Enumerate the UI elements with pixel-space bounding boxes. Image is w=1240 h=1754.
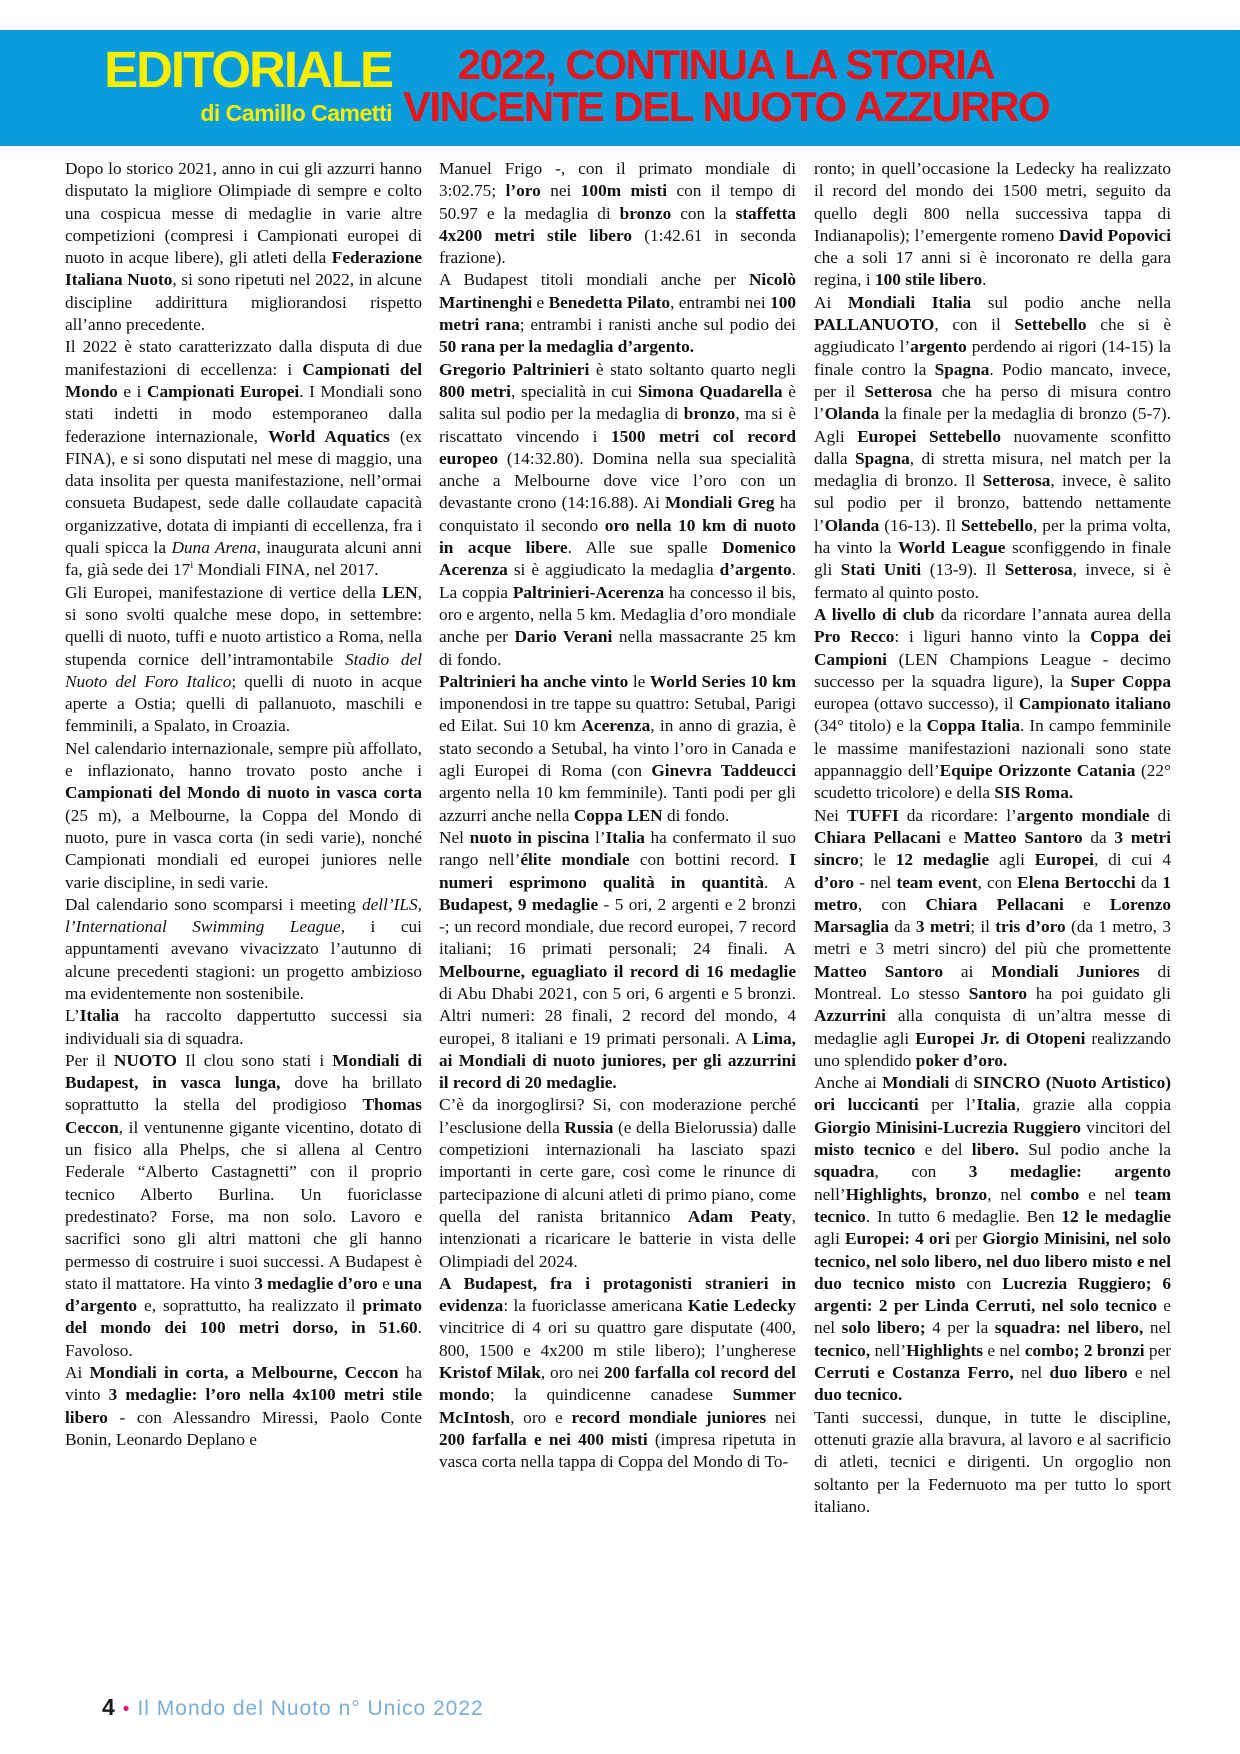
text-column-2 [439, 158, 796, 1674]
paragraph: A Budapest, fra i protagonisti stranieri in evidenza: la fuoriclasse americana Katie Ledecky vincitrice di 4 ori su quattro gare disputate (400, 800, 1500 e 4x200 m stile libero); l’ungherese Kristof Milak, oro nei 200 farfalla col record del mondo; la quindicenne canadese Summer McIntosh, oro e record mondiale juniores nei 200 farfalla e nei 400 misti (impresa ripetuta in vasca corta nella tappa di Coppa del Mondo di To- [439, 1273, 796, 1472]
paragraph: Manuel Frigo -, con il primato mondiale di 3:02.75; l’oro nei 100m misti con il tempo di 50.97 e la medaglia di bronzo con la staffetta 4x200 metri stile libero (1:42.61 in seconda frazione). [439, 159, 796, 268]
paragraph: Nel nuoto in piscina l’Italia ha confermato il suo rango nell’élite mondiale con bottini record. I numeri esprimono qualità in quantità. A Budapest, 9 medaglie - 5 ori, 2 argenti e 2 bronzi -; un record mondiale, due record europei, 7 record italiani; 16 primati personali; 24 finali. A Melbourne, eguagliato il record di 16 medaglie di Abu Dhabi 2021, con 5 ori, 6 argenti e 5 bronzi. Altri numeri: 28 finali, 2 record del mondo, 4 europei, 8 italiani e 19 primati personali. A Lima, ai Mondiali di nuoto juniores, per gli azzurrini il record di 20 medaglie. [439, 827, 796, 1093]
paragraph: A livello di club da ricordare l’annata aurea della Pro Recco: i liguri hanno vinto la Coppa dei Campioni (LEN Champions League - decimo successo per la squadra ligure), la Super Coppa europea (ottavo successo), il Campionato italiano (34° titolo) e la Coppa Italia. In campo femminile le massime manifestazioni nazionali sono state appannaggio dell’Equipe Orizzonte Catania (22° scudetto tricolore) e della SIS Roma. [814, 604, 1171, 803]
paragraph: A Budapest titoli mondiali anche per Nicolò Martinenghi e Benedetta Pilato, entrambi nei 100 metri rana; entrambi i ranisti anche sul podio dei 50 rana per la medaglia d’argento. [439, 270, 796, 357]
title-line-1: 2022, CONTINUA LA STORIA [457, 41, 995, 88]
paragraph: Tanti successi, dunque, in tutte le discipline, ottenuti grazie alla bravura, al lavoro e al sacrificio di atleti, tecnici e dirigenti. Un orgoglio non soltanto per la Federnuoto ma per tutto lo sport italiano. [814, 1407, 1171, 1516]
paragraph: C’è da inorgoglirsi? Si, con moderazione perché l’esclusione della Russia (e della Bielorussia) dalle competizioni internazionali ha lasciato spazi importanti in certe gare, così come le rinunce di partecipazione di alcuni atleti di primo piano, come quella del ranista britannico Adam Peaty, intenzionati a ricaricare le batterie in vista delle Olimpiadi del 2024. [439, 1095, 796, 1271]
page-number: 4 [102, 1694, 115, 1720]
paragraph: Gregorio Paltrinieri è stato soltanto quarto negli 800 metri, specialità in cui Simona Quadarella è salita sul podio per la medaglia di bronzo, ma si è riscattato vincendo i 1500 metri col record europeo (14:32.80). Domina nella sua specialità anche a Melbourne dove vice l’oro con un devastante crono (14:16.88). Ai Mondiali Greg ha conquistato il secondo oro nella 10 km di nuoto in acque libere. Alle sue spalle Domenico Acerenza si è aggiudicato la medaglia d’argento. La coppia Paltrinieri-Acerenza ha concesso il bis, oro e argento, nella 5 km. Medaglia d’oro mondiale anche per Dario Verani nella massacrante 25 km di fondo. [439, 359, 796, 669]
kicker-block [72, 41, 392, 127]
paragraph: Il 2022 è stato caratterizzato dalla disputa di due manifestazioni di eccellenza: i Campionati del Mondo e i Campionati Europei. I Mondiali sono stati indetti in modo estemporaneo dalla federazione internazionale, World Aquatics (ex FINA), e si sono disputati nel mese di maggio, una data insolita per questa manifestazione, nell’ormai consueta Budapest, sede dalle collaudate capacità organizzative, dotata di impianti di eccellenza, fra i quali spicca la Duna Arena, inaugurata alcuni anni fa, già sede dei 17$^i$ Mondiali FINA, nel 2017. [65, 337, 422, 580]
paragraph: Dopo lo storico 2021, anno in cui gli azzurri hanno disputato la migliore Olimpiade di sempre e colto una cospicua messe di medaglie in varie altre competizioni (compresi i Campionati europei di nuoto in acque libere), gli atleti della Federazione Italiana Nuoto, si sono ripetuti nel 2022, in alcune discipline addirittura migliorandosi rispetto all’anno precedente. [65, 159, 422, 335]
paragraph: Nel calendario internazionale, sempre più affollato, e inflazionato, hanno trovato posto anche i Campionati del Mondo di nuoto in vasca corta (25 m), a Melbourne, la Coppa del Mondo di nuoto, pure in vasca corta (in sedi varie), nonché Campionati mondiali ed europei juniores nelle varie discipline, in sedi varie. [65, 738, 422, 892]
title-line-2: VINCENTE DEL NUOTO AZZURRO [402, 83, 1050, 130]
header-band [0, 30, 1240, 146]
paragraph: L’Italia ha raccolto dappertutto successi sia individuali sia di squadra. [65, 1006, 422, 1048]
paragraph: Anche ai Mondiali di SINCRO (Nuoto Artistico) ori luccicanti per l’Italia, grazie alla coppia Giorgio Minisini-Lucrezia Ruggiero vincitori del misto tecnico e del libero. Sul podio anche la squadra, con 3 medaglie: argento nell’Highlights, bronzo, nel combo e nel team tecnico. In tutto 6 medaglie. Ben 12 le medaglie agli Europei: 4 ori per Giorgio Minisini, nel solo tecnico, nel solo libero, nel duo libero misto e nel duo tecnico misto con Lucrezia Ruggiero; 6 argenti: 2 per Linda Cerruti, nel solo tecnico e nel solo libero; 4 per la squadra: nel libero, nel tecnico, nell’Highlights e nel combo; 2 bronzi per Cerruti e Costanza Ferro, nel duo libero e nel duo tecnico. [814, 1073, 1171, 1405]
text-column-3 [814, 158, 1171, 1674]
paragraph: Paltrinieri ha anche vinto le World Series 10 km imponendosi in tre tappe su quattro: Setubal, Parigi ed Eilat. Sui 10 km Acerenza, in anno di grazia, è stato secondo a Setubal, ha vinto l’oro in Canada e agli Europei di Roma (con Ginevra Taddeucci argento nella 10 km femminile). Tanti podi per gli azzurri anche nella Coppa LEN di fondo. [439, 671, 796, 825]
paragraph: Per il NUOTO Il clou sono stati i Mondiali di Budapest, in vasca lunga, dove ha brillato soprattutto la stella del prodigioso Thomas Ceccon, il ventunenne gigante vicentino, dotato di un fisico alla Phelps, che si allena al Centro Federale “Alberto Castagnetti” con il proprio tecnico Alberto Burlina. Un fuoriclasse predestinato? Forse, ma non solo. Lavoro e sacrifici sono gli altri mattoni che gli hanno permesso di costruire i suoi successi. A Budapest è stato il mattatore. Ha vinto 3 medaglie d’oro e una d’argento e, soprattutto, ha realizzato il primato del mondo dei 100 metri dorso, in 51.60. Favoloso. [65, 1050, 422, 1360]
magazine-name: Il Mondo del Nuoto n° Unico 2022 [137, 1697, 484, 1720]
footer-dot: • [122, 1699, 130, 1720]
section-title: EDITORIALE [104, 41, 392, 98]
article-title [392, 41, 1060, 130]
paragraph: Nei TUFFI da ricordare: l’argento mondiale di Chiara Pellacani e Matteo Santoro da 3 metri sincro; le 12 medaglie agli Europei, di cui 4 d’oro - nel team event, con Elena Bertocchi da 1 metro, con Chiara Pellacani e Lorenzo Marsaglia da 3 metri; il tris d’oro (da 1 metro, 3 metri e 3 metri sincro) del più che promettente Matteo Santoro ai Mondiali Juniores di Montreal. Lo stesso Santoro ha poi guidato gli Azzurrini alla conquista di un’altra messe di medaglie agli Europei Jr. di Otopeni realizzando uno splendido poker d’oro. [814, 805, 1171, 1070]
paragraph: Dal calendario sono scomparsi i meeting dell’ILS, l’International Swimming League, i cui appuntamenti avevano vivacizzato l’autunno di alcune precedenti stagioni: un progetto ambizioso ma evidentemente non sostenibile. [65, 894, 422, 1003]
byline: di Camillo Cametti [200, 100, 392, 126]
paragraph: Ai Mondiali in corta, a Melbourne, Ceccon ha vinto 3 medaglie: l’oro nella 4x100 metri stile libero - con Alessandro Miressi, Paolo Conte Bonin, Leonardo Deplano e [65, 1363, 422, 1449]
paragraph: Ai Mondiali Italia sul podio anche nella PALLANUOTO, con il Settebello che si è aggiudicato l’argento perdendo ai rigori (14-15) la finale contro la Spagna. Podio mancato, invece, per il Setterosa che ha perso di misura contro l’Olanda la finale per la medaglia di bronzo (5-7). Agli Europei Settebello nuovamente sconfitto dalla Spagna, di stretta misura, nel match per la medaglia di bronzo. Il Setterosa, invece, è salito sul podio per il bronzo, battendo nettamente l’Olanda (16-13). Il Settebello, per la prima volta, ha vinto la World League sconfiggendo in finale gli Stati Uniti (13-9). Il Setterosa, invece, si è fermato al quinto posto. [814, 292, 1171, 602]
page-footer [102, 1694, 484, 1721]
text-column-1 [65, 158, 422, 1674]
paragraph: ronto; in quell’occasione la Ledecky ha realizzato il record del mondo dei 1500 metri, seguito da quello degli 800 nella successiva tappa di Indianapolis); l’emergente romeno David Popovici che a soli 17 anni si è incoronato re della gara regina, i 100 stile libero. [814, 159, 1171, 290]
paragraph: Gli Europei, manifestazione di vertice della LEN, si sono svolti qualche mese dopo, in settembre: quelli di nuoto, tuffi e nuoto artistico a Roma, nella stupenda cornice dell’intramontabile Stadio del Nuoto del Foro Italico; quelli di nuoto in acque aperte a Ostia; quelli di pallanuoto, maschili e femminili, a Spalato, in Croazia. [65, 582, 422, 736]
